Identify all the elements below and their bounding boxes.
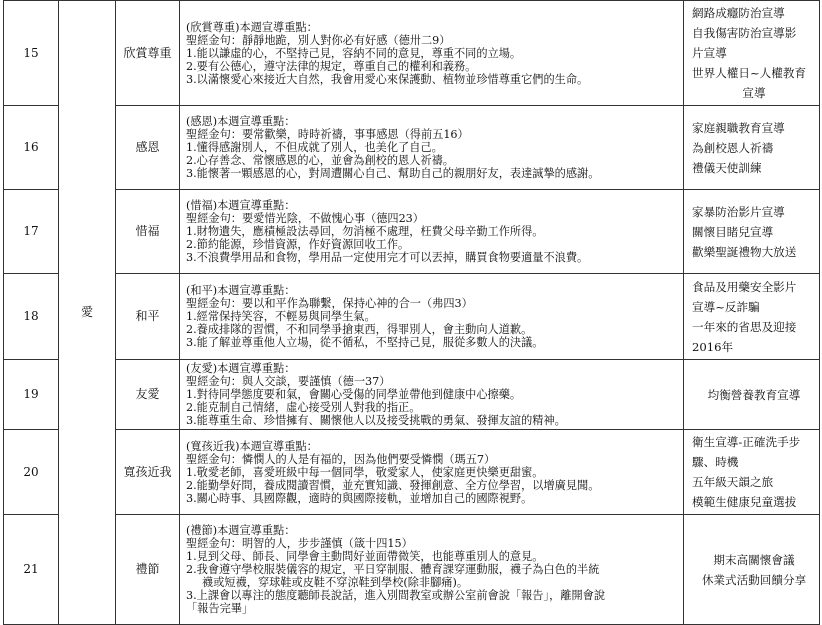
content-line: 2.節約能源，珍惜資源，作好資源回收工作。 (186, 238, 410, 251)
content-line: 1.見到父母、師長、同學會主動問好並面帶微笑，也能尊重別人的意見。 (186, 550, 544, 563)
table-row (4, 1, 820, 106)
activities-cell (684, 190, 820, 274)
activities-cell (684, 106, 820, 190)
content-line: 3.能了解並尊重他人立場，從不循私，不堅持己見，服從多數人的決議。 (186, 336, 544, 349)
activity-item: 模範生健康兒童選拔 (692, 495, 797, 509)
activity-item: 關懷目睹兒宣導 (692, 224, 774, 239)
table-row (4, 190, 820, 274)
activity-item: 2016年 (692, 339, 734, 354)
table-row (4, 106, 820, 190)
activity-item: 食品及用藥安全影片 (692, 279, 797, 294)
activities-cell (684, 1, 820, 106)
activity-item: 衛生宣導-正確洗手步 (692, 435, 801, 449)
content-line: 1.懂得感謝別人，不但成就了別人，也美化了自己。 (186, 141, 443, 154)
week-theme: 禮節 (116, 515, 180, 625)
activity-item: 一年來的省思及迎接 (692, 319, 797, 334)
content-line: 3.上課會以專注的態度聽師長說話，進入別間教室或辦公室前會說「報告」，離開會說 (186, 589, 606, 602)
content-line: 聖經金句：與人交談，要謹慎（德一37） (186, 375, 391, 388)
promotion-content (180, 106, 684, 190)
promotion-content (180, 360, 684, 430)
activity-item: 休業式活動回饋分享 (701, 572, 807, 587)
activity-item: 宣導~反詐騙 (692, 299, 760, 314)
content-line: 3.能尊重生命、珍惜擁有、關懷他人以及接受挑戰的勇氣、發揮友誼的精神。 (186, 414, 566, 427)
content-line: (欣賞尊重)本週宣導重點： (186, 20, 318, 34)
table-row (4, 360, 820, 430)
week-theme: 惜福 (116, 190, 180, 274)
content-line: 「報告完畢」 (186, 602, 254, 615)
content-line: (惜福)本週宣導重點： (186, 199, 296, 212)
content-line: 2.能克制自己情緒，虛心接受別人對我的指正。 (186, 401, 421, 414)
activity-item: 均衡營養教育宣導 (707, 387, 801, 402)
promotion-content (180, 190, 684, 274)
week-number: 15 (4, 1, 59, 106)
content-line: 3.關心時事、具國際觀，適時的與國際接軌，並增加自己的國際視野。 (186, 491, 533, 505)
content-line: 3.能懷著一顆感恩的心，對周遭關心自己、幫助自己的親朋好友，表達誠摯的感謝。 (186, 167, 600, 180)
activity-item: 驟、時機 (692, 455, 739, 469)
content-line: (寬孩近我)本週宣導重點： (186, 439, 318, 453)
week-theme: 感恩 (116, 106, 180, 190)
week-number: 20 (4, 430, 59, 515)
content-line: (感恩)本週宣導重點： (186, 115, 296, 128)
content-line: 聖經金句：明智的人，步步謹慎（箴十四15） (186, 537, 413, 550)
content-line: 1.對待同學態度要和氣，會關心受傷的同學並帶他到健康中心擦藥。 (186, 388, 522, 401)
content-line: (友愛)本週宣導重點： (186, 362, 296, 375)
week-number: 17 (4, 190, 59, 274)
content-line: 聖經金句：要常歡樂，時時祈禱，事事感恩（得前五16） (186, 128, 469, 141)
week-number: 21 (4, 515, 59, 625)
activity-item: 宣導 (742, 86, 766, 100)
promotion-content (180, 1, 684, 106)
content-line: 襪或短襪，穿球鞋或皮鞋不穿涼鞋到學校(除非腳痛)。 (202, 576, 469, 589)
content-line: (禮節)本週宣導重點： (186, 524, 296, 537)
activity-item: 為創校恩人祈禱 (692, 140, 774, 155)
content-line: 2.養成排隊的習慣，不和同學爭搶東西，得罪別人，會主動向人道歉。 (186, 323, 533, 336)
activities-cell (684, 430, 820, 515)
activity-item: 網路成癮防治宣導 (692, 6, 785, 20)
week-theme: 和平 (116, 274, 180, 360)
content-line: 1.經常保持笑容，不輕易與同學生氣。 (186, 310, 376, 323)
activity-item: 自我傷害防治宣導影 (692, 26, 797, 40)
week-number: 19 (4, 360, 59, 430)
core-value-cell: 愛 (59, 1, 116, 625)
activity-item: 世界人權日~人權教育 (692, 66, 807, 80)
activities-cell (684, 515, 820, 625)
activity-item: 家庭親職教育宣導 (692, 120, 785, 135)
promotion-content (180, 430, 684, 515)
content-line: 2.心存善念、常懷感恩的心，並會為創校的恩人祈禱。 (186, 154, 454, 167)
content-line: 聖經金句：靜靜地跪，別人對你必有好感（德卅二9） (186, 33, 451, 47)
promotion-content (180, 274, 684, 360)
weekly-theme-table (3, 0, 820, 625)
table-row (4, 515, 820, 625)
week-theme: 友愛 (116, 360, 180, 430)
table-row (4, 430, 820, 515)
activity-item: 片宣導 (692, 46, 727, 60)
content-line: 1.財物遺失，應積極設法尋回，勿消極不處理，枉費父母辛勤工作所得。 (186, 225, 544, 238)
activities-cell (684, 360, 820, 430)
week-number: 16 (4, 106, 59, 190)
content-line: 3.不浪費學用品和食物，學用品一定使用完才可以丟掉，購買食物要適量不浪費。 (186, 251, 589, 264)
content-line: 聖經金句：要愛惜光陰，不做愧心事（德四23） (186, 212, 424, 225)
week-theme: 欣賞尊重 (116, 1, 180, 106)
content-line: (和平)本週宣導重點： (186, 284, 296, 297)
activity-item: 禮儀天使訓練 (692, 160, 762, 175)
table-row (4, 274, 820, 360)
content-line: 聖經金句：要以和平作為聯繫，保持心神的合一（弗四3） (186, 297, 473, 310)
activities-cell (684, 274, 820, 360)
content-line: 聖經金句：憐憫人的人是有福的，因為他們要受憐憫（瑪五7） (186, 452, 496, 466)
weekly-theme-table-body (4, 1, 820, 625)
activity-item: 歡樂聖誕禮物大放送 (692, 244, 797, 259)
content-line: 1.敬愛老師，喜愛班級中每一個同學，敬愛家人，使家庭更快樂更甜蜜。 (186, 465, 544, 479)
activity-item: 期末高關懷會議 (713, 552, 795, 567)
promotion-content (180, 515, 684, 625)
content-line: 2.要有公德心，遵守法律的規定，尊重自己的權利和義務。 (186, 59, 477, 73)
content-line: 3.以滿懷愛心來接近大自然，我會用愛心來保護動、植物並珍惜尊重它們的生命。 (186, 72, 589, 86)
content-line: 2.我會遵守學校服裝儀容的規定，平日穿制服、體育課穿運動服，襪子為白色的半統 (186, 563, 600, 576)
week-theme: 寬孩近我 (116, 430, 180, 515)
activity-item: 家暴防治影片宣導 (692, 204, 785, 219)
content-line: 1.能以謙虛的心，不堅持己見，容納不同的意見，尊重不同的立場。 (186, 46, 522, 60)
week-number: 18 (4, 274, 59, 360)
content-line: 2.能勤學好問，養成閱讀習慣，並充實知識、發揮創意、全方位學習，以增廣見聞。 (186, 478, 600, 492)
activity-item: 五年級天韻之旅 (692, 475, 774, 489)
